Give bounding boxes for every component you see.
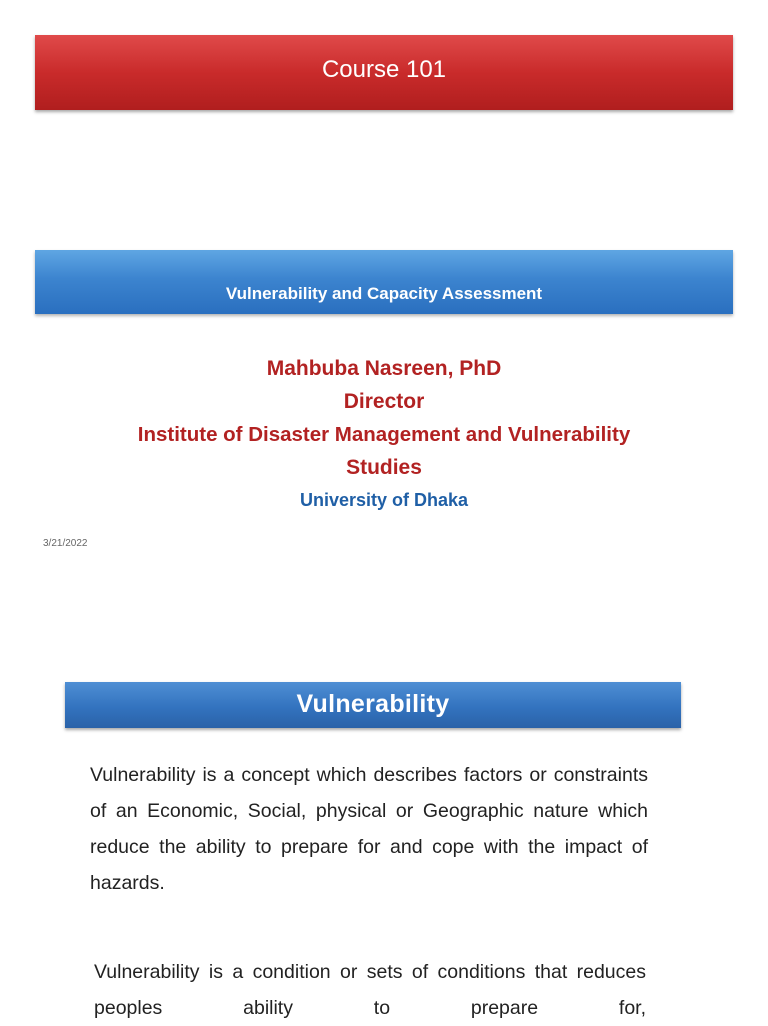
author-position: Director — [343, 390, 425, 413]
slide-title: Vulnerability and Capacity Assessment — [225, 284, 543, 303]
vulnerability-heading: Vulnerability — [296, 689, 450, 718]
course-title: Course 101 — [321, 55, 447, 83]
institute-line-2: Studies — [346, 456, 422, 479]
institute-line-1: Institute of Disaster Management and Vulnerability — [137, 423, 631, 446]
definition-paragraph-1: Vulnerability is a concept which describes factors or constraints of an Economic, Social, physical or Geographic nature which reduce the ability to prepare for and cope with the impact of hazards. — [90, 764, 648, 894]
university-name: University of Dhaka — [299, 490, 469, 510]
vulnerability-heading-banner — [65, 682, 681, 728]
course-title-banner — [35, 35, 733, 110]
author-name: Mahbuba Nasreen, PhD — [266, 357, 502, 380]
definition-paragraph-2: Vulnerability is a condition or sets of conditions that reduces peoples ability to prepare for, — [94, 961, 646, 1019]
author-block — [80, 352, 688, 516]
slide-title-banner — [35, 250, 733, 314]
slide-date: 3/21/2022 — [43, 538, 88, 549]
